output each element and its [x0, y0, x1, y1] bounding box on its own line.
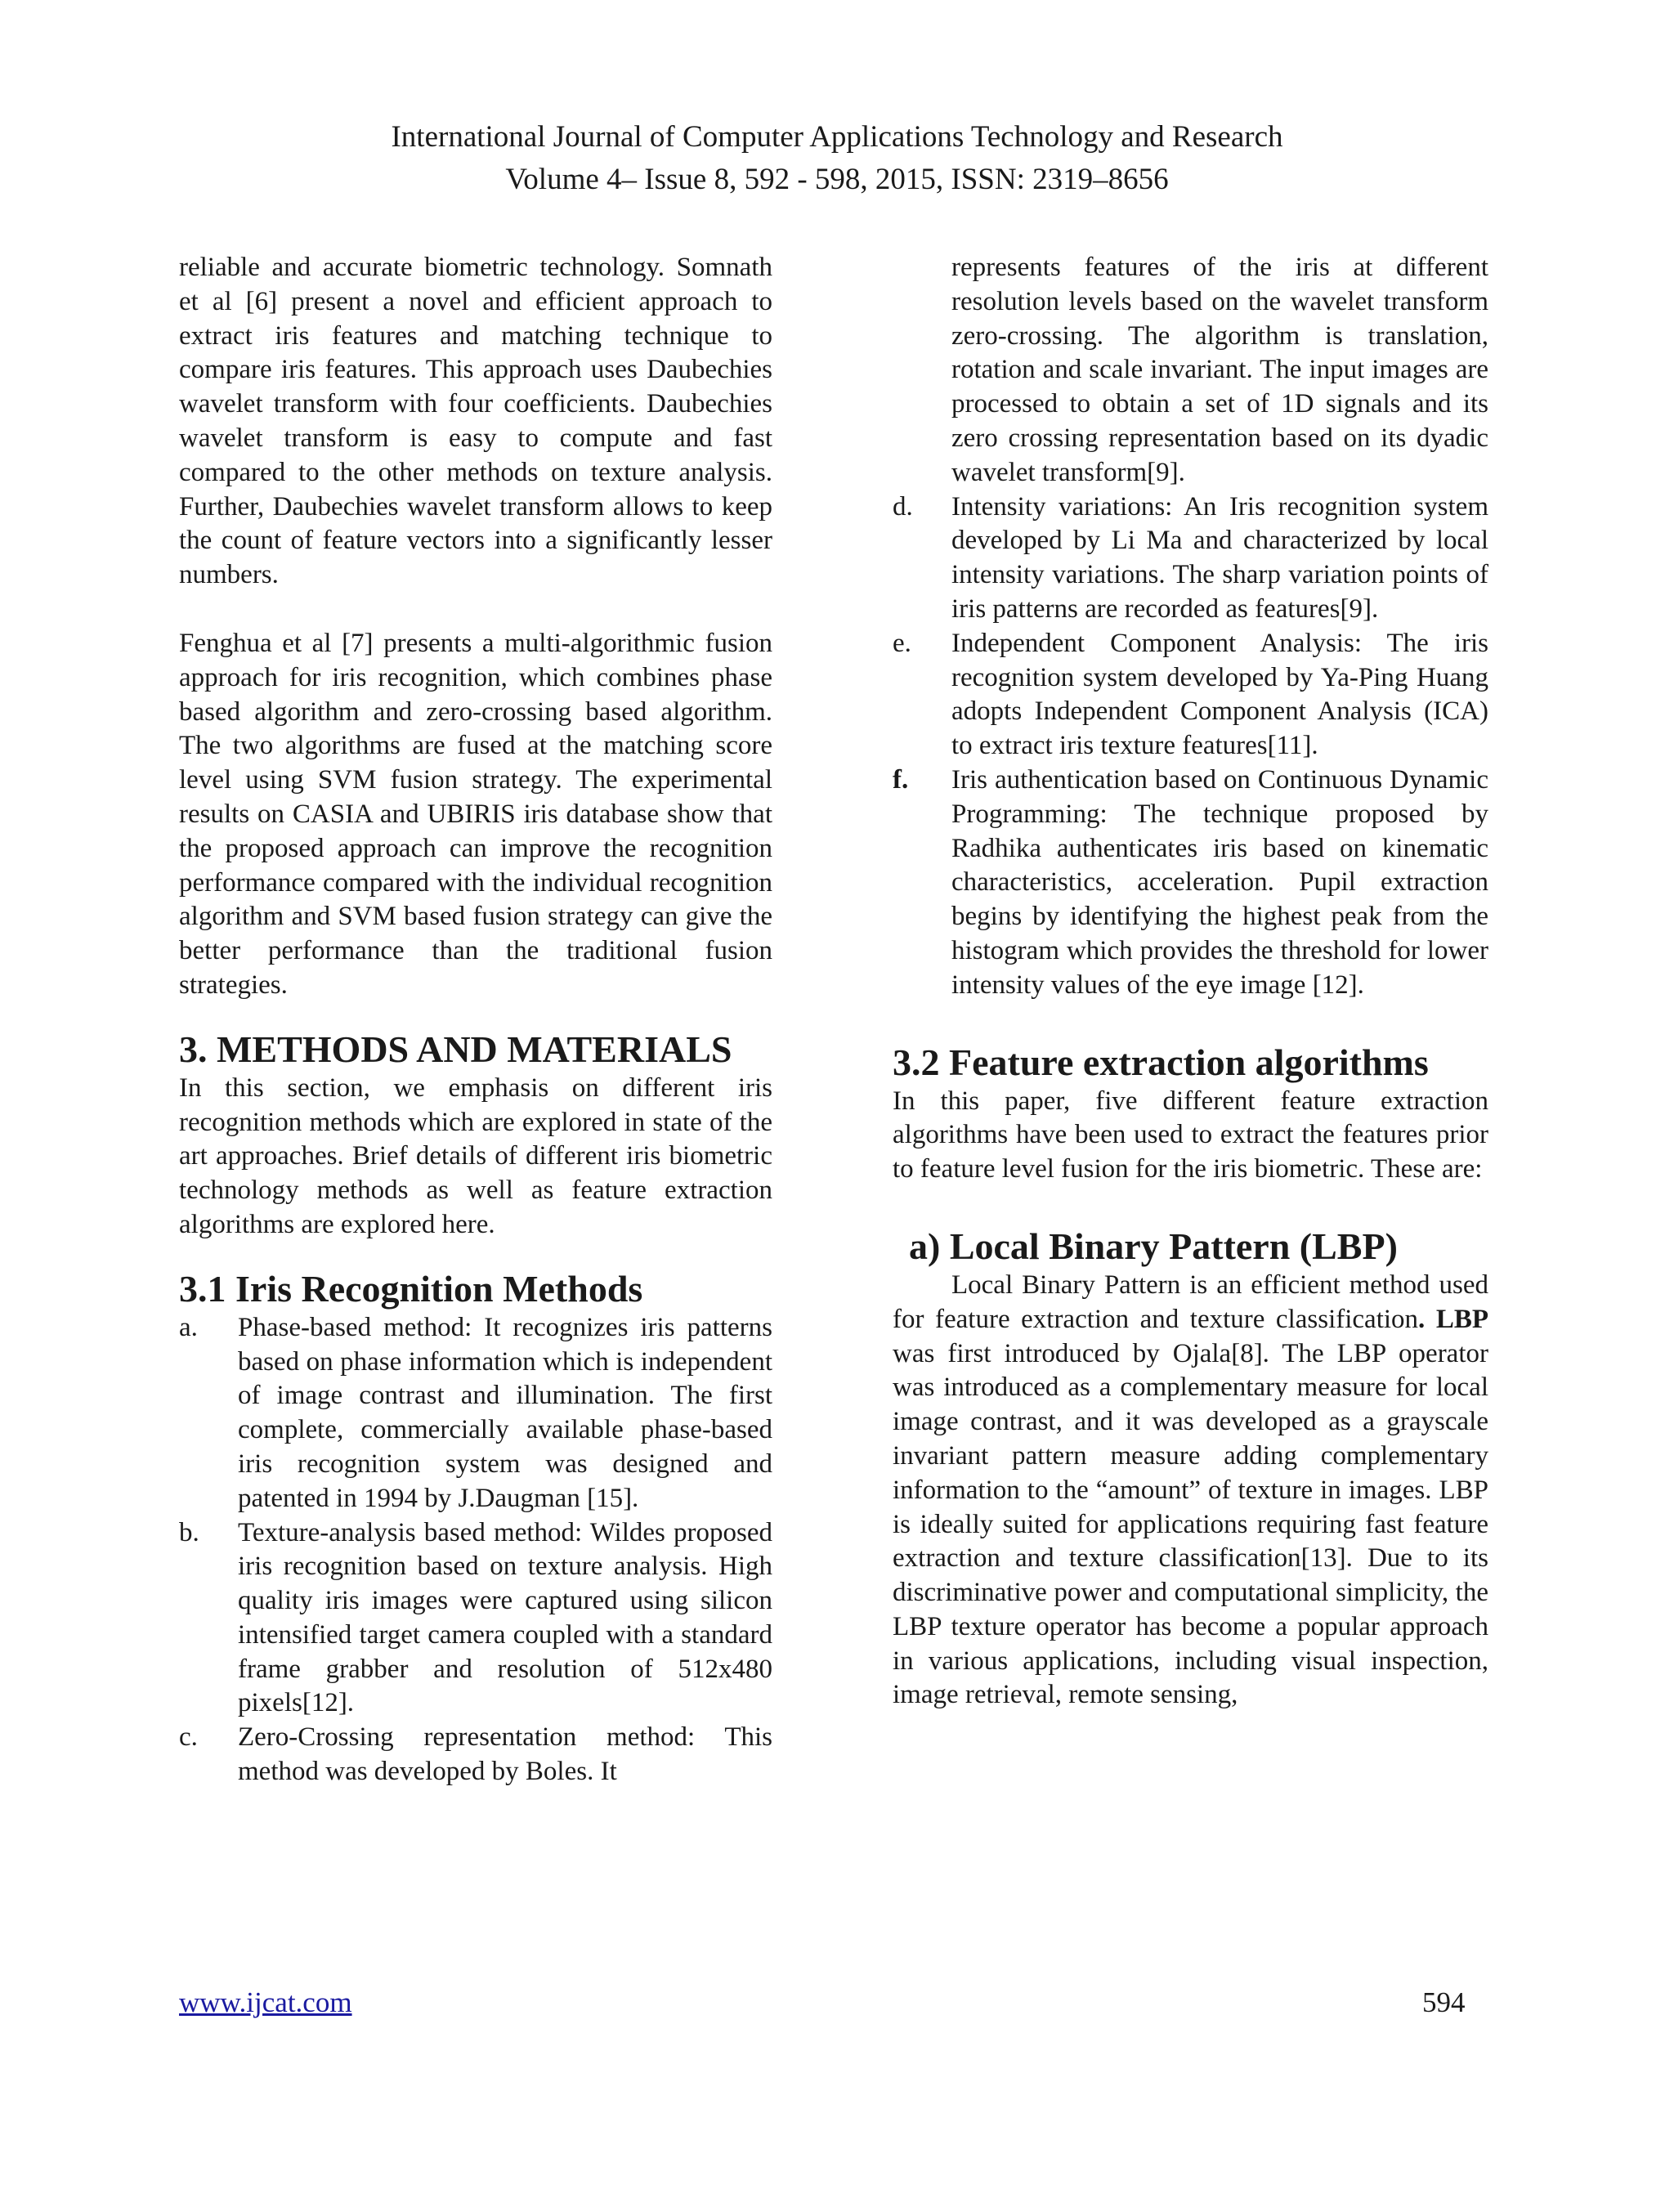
- journal-header: [0, 116, 1674, 201]
- subsection-heading-lbp: a) Local Binary Pattern (LBP): [909, 1225, 1398, 1267]
- list-marker: b.: [179, 1517, 199, 1547]
- list-item: [179, 1721, 772, 1789]
- text-run: Local Binary Pattern is an efficient method used for feature extraction and texture classification: [893, 1269, 1488, 1334]
- list-marker: e.: [893, 628, 911, 658]
- bold-term-lbp: LBP: [1425, 1304, 1488, 1334]
- list-item: [893, 490, 1488, 627]
- list-item-continuation: represents features of the iris at different resolution levels based on the wavelet transform zero-crossing. The algorithm is translation, rotation and scale invariant. The input images are processed to obtain a set of 1D signals and its zero crossing representation based on its dyadic wavelet transform[9].: [951, 253, 1488, 487]
- list-item-text: Zero-Crossing representation method: This method was developed by Boles. It: [238, 1722, 772, 1787]
- journal-volume: Volume 4– Issue 8, 592 - 598, 2015, ISSN: 2319–8656: [505, 163, 1169, 196]
- list-marker: a.: [179, 1312, 198, 1342]
- paragraph: In this section, we emphasis on different iris recognition methods which are explored in state of the art approaches. Brief details of different iris biometric technology methods as well as feature extraction algorithms are explored here.: [179, 1072, 772, 1239]
- paragraph: In this paper, five different feature extraction algorithms have been used to extract the features prior to feature level fusion for the iris biometric. These are:: [893, 1086, 1488, 1184]
- paragraph: Fenghua et al [7] presents a multi-algorithmic fusion approach for iris recognition, which combines phase based algorithm and zero-crossing based algorithm. The two algorithms are fused at the matching score level using SVM fusion strategy. The experimental results on CASIA and UBIRIS iris database show that the proposed approach can improve the recognition performance compared with the individual recognition algorithm and SVM based fusion strategy can give the better performance than the traditional fusion strategies.: [179, 628, 772, 1000]
- text-run: was first introduced by Ojala[8]. The LBP operator was introduced as a complementary measure for local image contrast, and it was developed as a grayscale invariant pattern measure adding complementary information to the “amount” of texture in images. LBP is ideally suited for applications requiring fast feature extraction and texture classification[13]. Due to its discriminative power and computational simplicity, the LBP texture operator has become a popular approach in various applications, including visual inspection, image retrieval, remote sensing,: [893, 1338, 1488, 1710]
- page-number: 594: [1422, 1986, 1466, 2018]
- list-item-text: Independent Component Analysis: The iris recognition system developed by Ya-Ping Huang adopts Independent Component Analysis (ICA) to extract iris texture features[11].: [951, 628, 1488, 761]
- website-link[interactable]: www.ijcat.com: [179, 1986, 352, 2018]
- section-heading-feature-extraction: 3.2 Feature extraction algorithms: [893, 1041, 1429, 1083]
- list-marker: c.: [179, 1722, 198, 1753]
- list-marker: d.: [893, 491, 913, 522]
- paragraph-lbp: [893, 1269, 1488, 1713]
- list-item: [893, 627, 1488, 763]
- list-marker: f.: [893, 764, 909, 795]
- list-item: [179, 1516, 772, 1722]
- list-item-text: Texture-analysis based method: Wildes proposed iris recognition based on texture analysis. High quality iris images were captured using silicon intensified target camera coupled with a standard frame grabber and resolution of 512x480 pixels[12].: [238, 1517, 772, 1718]
- section-heading-methods: 3. METHODS AND MATERIALS: [179, 1028, 732, 1070]
- paragraph: reliable and accurate biometric technology. Somnath et al [6] present a novel and efficient approach to extract iris features and matching technique to compare iris features. This approach uses Daubechies wavelet transform with four coefficients. Daubechies wavelet transform is easy to compute and fast compared to the other methods on texture analysis. Further, Daubechies wavelet transform allows to keep the count of feature vectors into a significantly lesser numbers.: [179, 253, 772, 590]
- list-item-text: Iris authentication based on Continuous Dynamic Programming: The technique proposed by Radhika authenticates iris based on kinematic characteristics, acceleration. Pupil extraction begins by identifying the highest peak from the histogram which provides the threshold for lower intensity values of the eye image [12].: [951, 764, 1488, 1000]
- journal-title: International Journal of Computer Applications Technology and Research: [391, 120, 1283, 154]
- section-heading-iris-methods: 3.1 Iris Recognition Methods: [179, 1267, 643, 1310]
- bold-period: .: [1418, 1304, 1426, 1334]
- list-item-text: Phase-based method: It recognizes iris patterns based on phase information which is independent of image contrast and illumination. The first complete, commercially available phase-based iris recognition system was designed and patented in 1994 by J.Daugman [15].: [238, 1312, 772, 1513]
- left-column: [179, 251, 772, 1789]
- list-item-text: Intensity variations: An Iris recognition system developed by Li Ma and characterized by local intensity variations. The sharp variation points of iris patterns are recorded as features[9].: [951, 491, 1488, 624]
- list-item: [179, 1311, 772, 1516]
- list-item: [893, 763, 1488, 1003]
- right-column: [893, 251, 1488, 1713]
